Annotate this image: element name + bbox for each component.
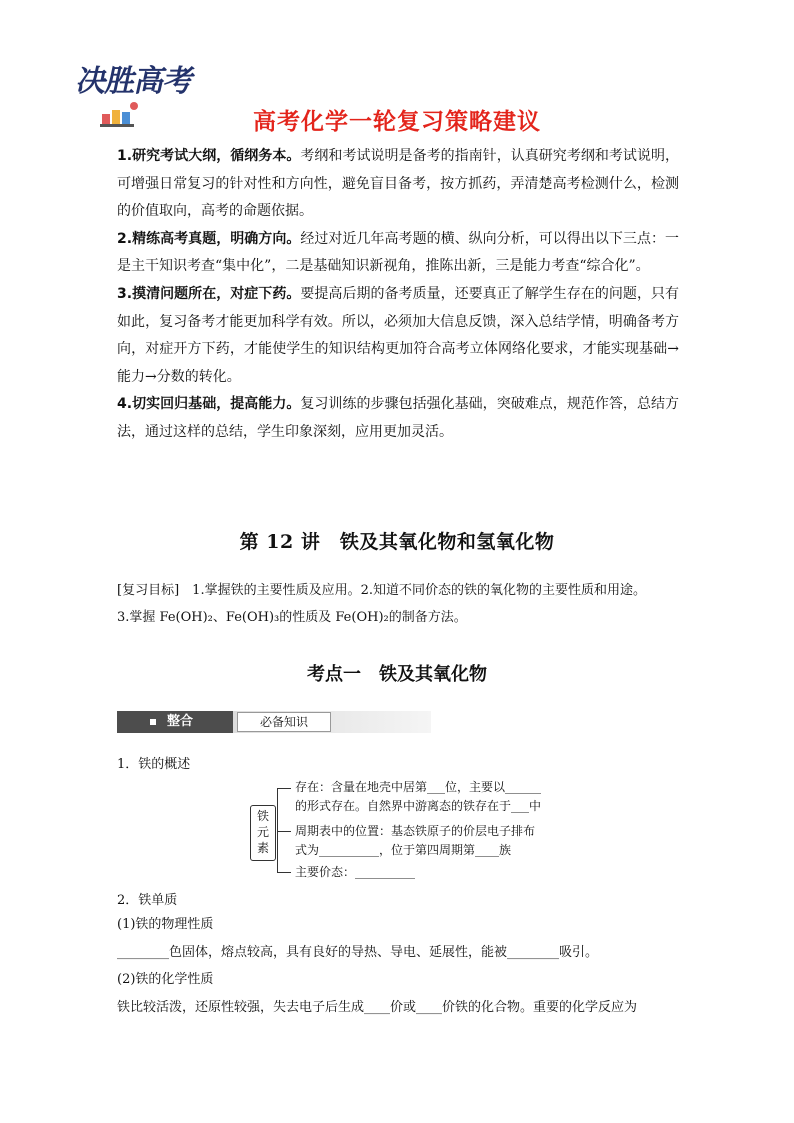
item-body: 复习训练的步骤包括强化基础，突破难点，规范作答，总结方法，通过这样的总结，学生印象深刻，应用更加灵活。 — [117, 396, 679, 440]
section-2-1-text: ________色固体，熔点较高，具有良好的导热、导电、延展性，能被________吸引。 — [117, 945, 599, 960]
diagram-line-2: 的形式存在。自然界中游离态的铁存在于___中 — [295, 799, 542, 813]
section-bar-left-label: 整合 — [167, 714, 194, 729]
strategy-item — [117, 143, 679, 226]
section-bar-left — [117, 711, 233, 733]
strategy-item — [117, 226, 679, 281]
item-body: 经过对近几年高考题的横、纵向分析，可以得出以下三点：一是主干知识考查“集中化”，二是基础知识新视角，推陈出新，三是能力考查“综合化”。 — [117, 230, 679, 275]
lecture-title: 第 12 讲 铁及其氧化物和氢氧化物 — [239, 531, 555, 553]
section-2-1-title: (1)铁的物理性质 — [117, 917, 214, 932]
square-icon — [150, 719, 156, 725]
review-label: [复习目标] — [117, 583, 180, 598]
review-line-2: 3.掌握 Fe(OH)₂、Fe(OH)₃的性质及 Fe(OH)₂的制备方法。 — [117, 610, 467, 625]
strategy-section — [117, 143, 679, 447]
section-bar-right: 必备知识 — [237, 712, 331, 732]
element-box: 铁元素 — [250, 805, 276, 861]
diagram-line-3: 周期表中的位置：基态铁原子的价层电子排布 — [295, 824, 536, 838]
item-number: 3. — [117, 285, 133, 302]
strategy-item — [117, 281, 679, 391]
branch-line — [277, 872, 291, 873]
item-number: 1. — [117, 148, 133, 164]
section-2-2-text: 铁比较活泼，还原性较强，失去电子后生成____价或____价铁的化合物。重要的化学反应为 — [117, 1000, 638, 1015]
branch-line — [277, 831, 291, 832]
point-title: 考点一 铁及其氧化物 — [307, 664, 487, 685]
item-heading: 摸清问题所在，对症下药。 — [132, 285, 301, 302]
review-line-1: 1.掌握铁的主要性质及应用。2.知道不同价态的铁的氧化物的主要性质和用途。 — [192, 583, 646, 598]
section-2-title: 2．铁单质 — [117, 893, 178, 908]
diagram-line-4: 式为__________，位于第四周期第____族 — [295, 843, 512, 857]
item-number: 2. — [117, 230, 133, 247]
diagram-line-1: 存在：含量在地壳中居第___位，主要以______ — [295, 780, 542, 794]
item-heading: 切实回归基础，提高能力。 — [132, 396, 301, 413]
section-2-2-title: (2)铁的化学性质 — [117, 972, 214, 987]
branch-line — [277, 788, 291, 789]
item-body: 要提高后期的备考质量，还要真正了解学生存在的问题，只有如此，复习备考才能更加科学有效。所以，必须加大信息反馈，深入总结学情，明确备考方向，对症开方下药，才能使学生的知识结构更加符合高考立体网络化要求，才能实现基础→能力→分数的转化。 — [117, 285, 679, 385]
strategy-item — [117, 391, 679, 446]
page-title: 高考化学一轮复习策略建议 — [253, 109, 541, 135]
section-bar — [117, 711, 431, 733]
logo-text: 决胜高考 — [73, 64, 197, 99]
item-body: 考纲和考试说明是备考的指南针，认真研究考纲和考试说明，可增强日常复习的针对性和方向性，避免盲目备考，按方抓药，弄清楚高考检测什么，检测的价值取向，高考的命题依据。 — [117, 148, 679, 220]
item-number: 4. — [117, 396, 133, 413]
section-1-title: 1．铁的概述 — [117, 757, 191, 772]
item-heading: 研究考试大纲，循纲务本。 — [132, 148, 301, 164]
item-heading: 精练高考真题，明确方向。 — [132, 230, 301, 247]
review-objectives — [117, 577, 679, 631]
iron-overview-diagram — [250, 775, 570, 885]
diagram-line-5: 主要价态：__________ — [295, 865, 416, 879]
